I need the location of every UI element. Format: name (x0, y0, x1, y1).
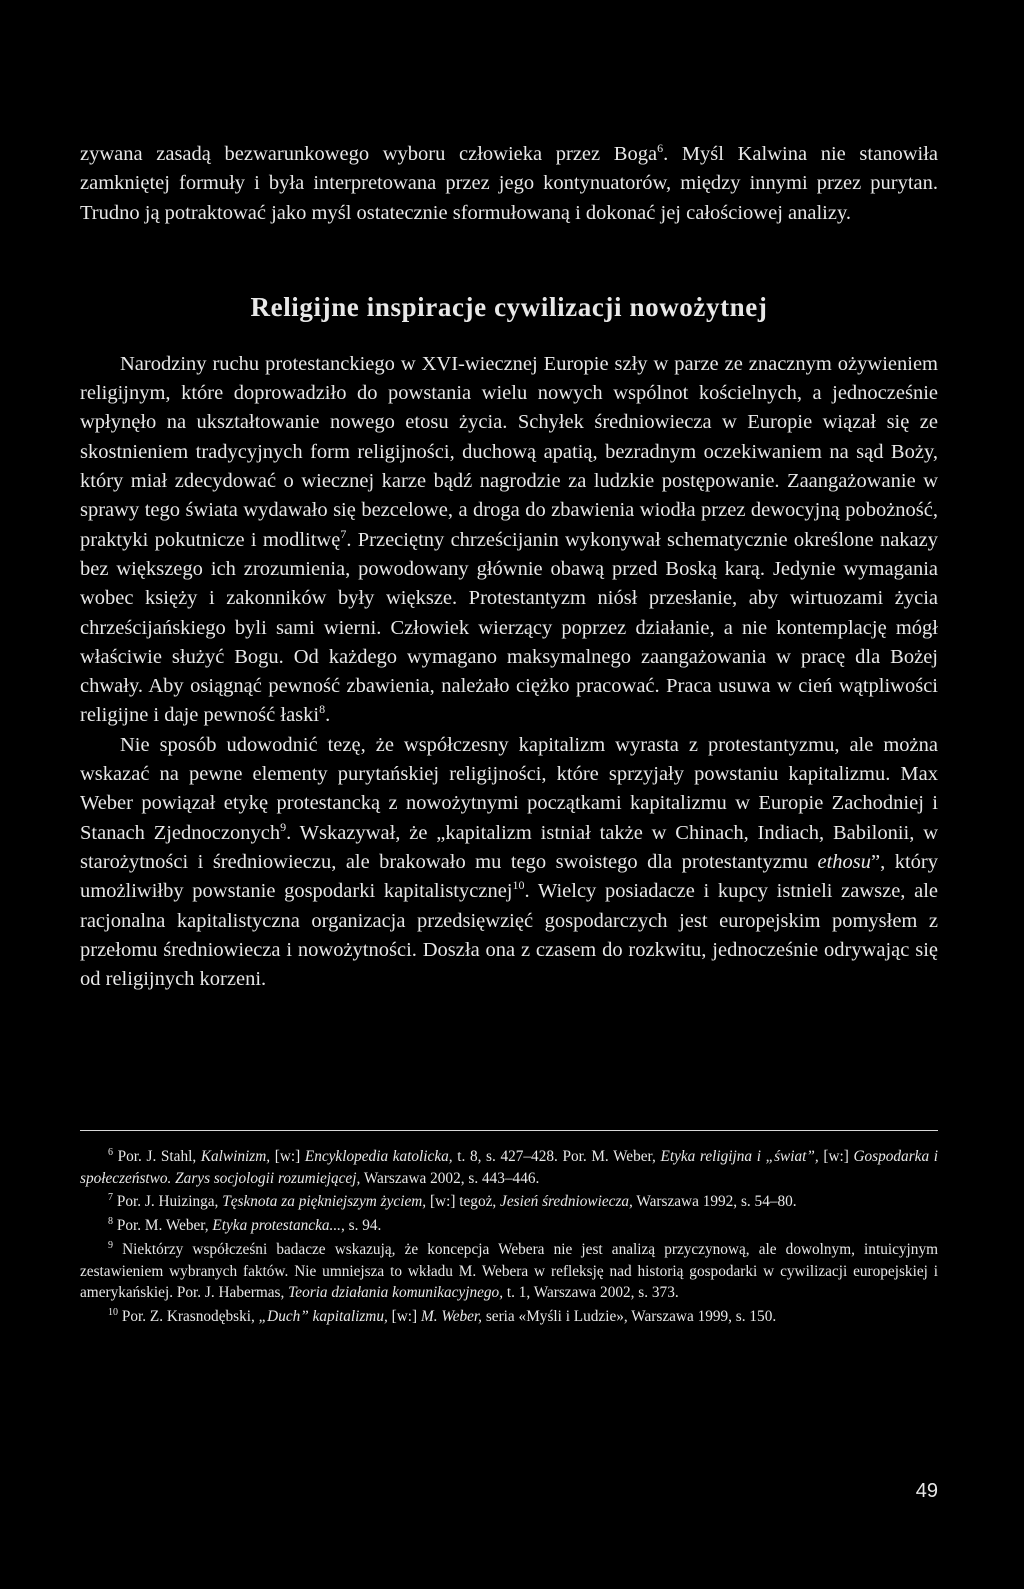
text: [w:] (387, 1307, 421, 1325)
footnote-divider (80, 1130, 938, 1131)
italic-text: ethosu (817, 850, 872, 873)
text: . Wielcy posiadacze i kupcy istnieli zawsze, ale racjonalna kapitalistyczna organizacja przedsięwzięć gospodarczych jest europejskim pomysłem z przełomu średniowiecza i nowożytności. Doszła ona z czasem do rozkwitu, jednocześnie odrywając się od religijnych korzeni. (80, 880, 938, 991)
footnote-6 (80, 1146, 938, 1189)
italic-text: Teoria działania komunikacyjnego, (288, 1284, 504, 1302)
text: Niektórzy współcześni badacze wskazują, że koncepcja Webera nie jest analizą przyczynową, ale dowolnym, intuicyjnym zestawieniem wybranych faktów. Nie umniejsza to wkładu M. Webera w refleksję nad historią gospodarki w cywilizacji europejskiej i amerykańskiej. Por. J. Habermas, (80, 1240, 938, 1302)
text: t. 1, Warszawa 2002, s. 373. (503, 1284, 679, 1302)
text: t. 8, s. 427–428. Por. M. Weber, (452, 1148, 661, 1165)
footnote-number: 9 (108, 1239, 113, 1251)
text: , s. 94. (341, 1217, 382, 1235)
footnote-ref-10[interactable]: 10 (512, 878, 525, 893)
text: . Myśl Kalwina nie stanowiła zamkniętej formuły i była interpretowana przez jego kontynuatorów, między innymi przez purytan. Trudno ją potraktować jako myśl ostatecznie sformułowaną i dokonać jej całościowej analizy. (80, 143, 938, 224)
italic-text: M. Weber, (420, 1307, 483, 1325)
italic-text: Jesień średniowiecza, (500, 1193, 633, 1211)
text: . Wskazywał, że „kapitalizm istniał także w Chinach, Indiach, Babilonii, w starożytności i średniowieczu, ale brakowało mu tego swoistego dla protestantyzmu (80, 821, 938, 873)
page-body (80, 140, 938, 994)
text: Warszawa 1992, s. 54–80. (632, 1193, 797, 1211)
footnote-number: 6 (108, 1146, 113, 1158)
footnote-10 (80, 1306, 938, 1328)
italic-text: Etyka religijna i „świat”, (660, 1148, 819, 1165)
text: zywana zasadą bezwarunkowego wyboru człowieka przez Boga (80, 143, 658, 165)
text: Por. J. Huizinga, (113, 1193, 223, 1211)
footnote-number: 8 (108, 1216, 113, 1228)
footnote-9 (80, 1239, 938, 1304)
footnote-7 (80, 1191, 938, 1213)
italic-text: „Duch” kapitalizmu, (258, 1307, 388, 1325)
footnote-ref-8[interactable]: 8 (319, 702, 326, 717)
text: Warszawa 2002, s. 443–446. (360, 1169, 540, 1187)
text: Narodziny ruchu protestanckiego w XVI-wiecznej Europie szły w parze ze znacznym ożywieniem religijnym, które doprowadziło do powstania wielu nowych wspólnot kościelnych, a jednocześnie wpłynęło na ukształtowanie nowego etosu życia. Schyłek średniowiecza w Europie wiązał się ze skostnieniem tradycyjnych form religijności, duchową apatią, bezradnym oczekiwaniem na sąd Boży, który miał zdecydować o wiecznej karze bądź nagrodzie za ludzkie postępowanie. Zaangażowanie w sprawy tego świata wydawało się bezcelowe, a droga do zbawienia wiodła przez dewocyjną pobożność, praktyki pokutnicze i modlitwę (80, 352, 938, 551)
footnote-ref-6[interactable]: 6 (657, 141, 664, 156)
paragraph-2 (80, 731, 938, 995)
text: Nie sposób udowodnić tezę, że współczesny kapitalizm wyrasta z protestantyzmu, ale można wskazać na pewne elementy purytańskiej religijności, które sprzyjały powstaniu kapitalizmu. Max Weber powiązał etykę protestancką z nowożytnymi początkami kapitalizmu w Europie Zachodniej i Stanach Zjednoczonych (80, 733, 938, 844)
text: [w:] (270, 1148, 305, 1165)
text: Por. Z. Krasnodębski, (118, 1307, 259, 1325)
text: ”, który umożliwiłby powstanie gospodarki kapitalistycznej (80, 850, 939, 903)
footnote-8 (80, 1215, 938, 1237)
italic-text: Etyka protestancka... (212, 1217, 341, 1235)
text: Por. J. Stahl, (113, 1148, 201, 1165)
footnotes (80, 1146, 938, 1328)
section-heading: Religijne inspiracje cywilizacji nowożytnej (250, 291, 768, 322)
footnote-ref-9[interactable]: 9 (280, 819, 287, 834)
paragraph-1 (80, 350, 938, 731)
italic-text: Tęsknota za piękniejszym życiem, (222, 1193, 427, 1211)
footnote-ref-7[interactable]: 7 (340, 526, 347, 541)
text: [w:] tegoż, (426, 1193, 501, 1211)
page-number: 49 (915, 1480, 938, 1502)
italic-text: Gospodarka i społeczeństwo. Zarys socjologii rozumiejącej, (80, 1148, 938, 1187)
text: seria «Myśli i Ludzie», Warszawa 1999, s. 150. (482, 1307, 777, 1325)
footnote-number: 7 (108, 1192, 113, 1204)
text: [w:] (818, 1148, 854, 1165)
text: Por. M. Weber, (113, 1217, 213, 1235)
text: . (325, 704, 331, 727)
top-paragraph (80, 140, 938, 228)
italic-text: Kalwinizm, (200, 1148, 271, 1165)
text: . Przeciętny chrześcijanin wykonywał schematycznie określone nakazy bez większego ich zrozumienia, powodowany głównie obawą przed Boską karą. Jedynie wymagania wobec księży i zakonników były większe. Protestantyzm niósł przesłanie, aby wirtuozami życia chrześcijańskiego byli sami wierni. Człowiek wierzący poprzez działanie, a nie kontemplację mógł właściwie służyć Bogu. Od każdego wymagano maksymalnego zaangażowania w pracę dla Bożej chwały. Aby osiągnąć pewność zbawienia, należało ciężko pracować. Praca usuwa w cień wątpliwości religijne i daje pewność łaski (80, 528, 938, 727)
footnote-number: 10 (108, 1306, 118, 1318)
italic-text: Encyklopedia katolicka, (304, 1148, 453, 1165)
